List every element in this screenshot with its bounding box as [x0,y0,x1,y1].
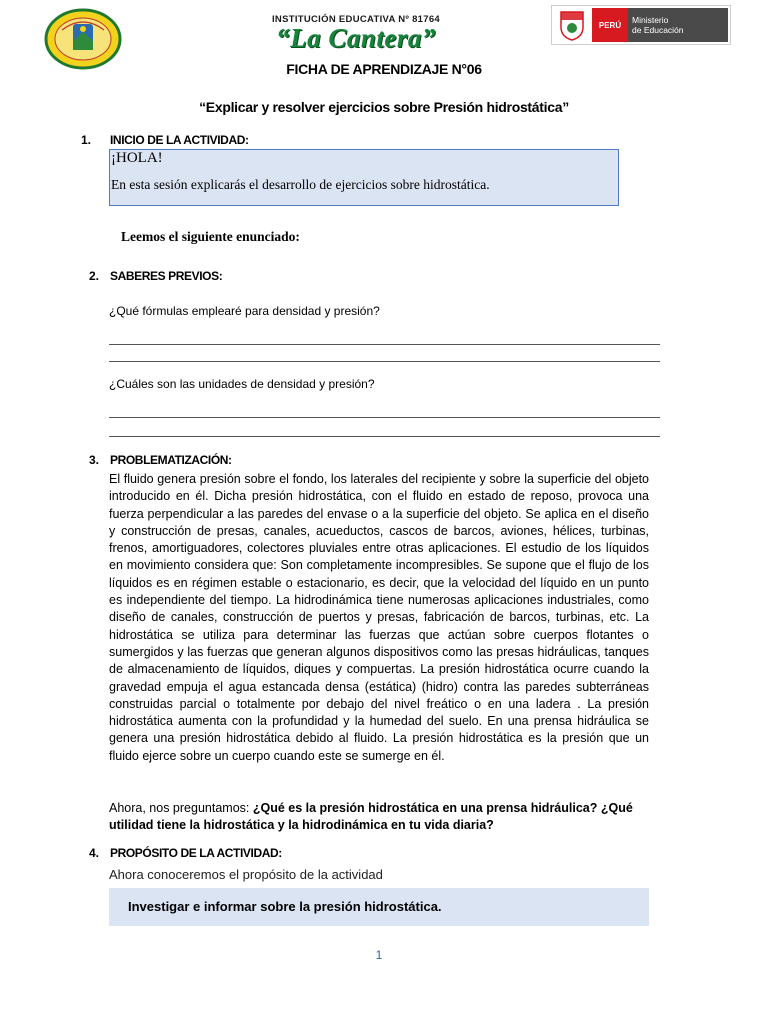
hola-title: ¡HOLA! [111,150,163,166]
answer-line[interactable] [109,344,660,345]
question-prefix: Ahora, nos preguntamos: [109,801,253,815]
purpose-text: Investigar e informar sobre la presión hidrostática. [128,899,442,914]
minedu-line1: Ministerio [632,15,669,25]
section3-number: 3. [89,453,100,467]
peru-shield-icon [557,9,587,41]
document-subtitle: “Explicar y resolver ejercicios sobre Presión hidrostática” [199,99,569,115]
answer-line[interactable] [109,361,660,362]
minedu-line2: de Educación [632,25,684,35]
page-number: 1 [375,948,383,962]
question-units: ¿Cuáles son las unidades de densidad y presión? [109,377,375,391]
answer-line[interactable] [109,436,660,437]
section1-heading: INICIO DE LA ACTIVIDAD: [110,133,249,147]
section1-number: 1. [81,133,92,147]
minedu-name [628,8,728,42]
hola-text: En esta sesión explicarás el desarrollo de ejercicios sobre hidrostática. [111,177,490,192]
question-paragraph [109,800,654,834]
section4-number: 4. [89,846,100,860]
section2-number: 2. [89,269,100,283]
question-formulas: ¿Qué fórmulas emplearé para densidad y presión? [109,304,380,318]
document-title: FICHA DE APRENDIZAJE N°06 [286,61,482,77]
question-text: ¿Qué es la presión hidrostática en una prensa hidráulica? ¿Qué utilidad tiene la hidrostática y la hidrodinámica en tu vida diaria? [109,801,633,832]
purpose-intro: Ahora conoceremos el propósito de la actividad [109,867,383,882]
leemos-label: Leemos el siguiente enunciado: [121,229,300,244]
minedu-logo [551,5,731,45]
section3-heading: PROBLEMATIZACIÓN: [110,453,232,467]
problem-paragraph: El fluido genera presión sobre el fondo, los laterales del recipiente y sobre la superficie del objeto introducido en él. Dicha presión hidrostática, con el fluido en estado de reposo, provoca una fuerza perpendicular a las paredes del envase o a la superficie del objeto. Se aplica en el diseño y construcción de presas, canales, acueductos, cascos de barcos, aviones, hélices, turbinas, frenos, amortiguadores, colectores pluviales entre otras aplicaciones. El estudio de los líquidos en movimiento considera que: Son completamente incompresibles. Se supone que el flujo de los líquidos es en régimen estable o estacionario, es decir, que la velocidad del líquido en un punto es independiente del tiempo. La hidrodinámica tiene numerosas aplicaciones industriales, como diseño de canales, construcción de puertos y presas, fabricación de barcos, turbinas, etc. La hidrostática se utiliza para determinar las fuerzas que actúan sobre cuerpos flotantes o sumergidos y las fuerzas que generan algunos dispositivos como las presas hidráulicas, tanques de almacenamiento de líquidos, diques y compuertas. La presión hidrostática ocurre cuando la gravedad empuja el agua estancada densa (estática) (hidro) contra las paredes subterráneas construidas parcial o totalmente por debajo del nivel freático o en una ladera . La presión hidrostática aumenta con la profundidad y la humedad del suelo. En una prensa hidráulica se genera una presión hidrostática debido al fluido. La presión hidrostática es la presión que un fluido ejerce sobre un cuerpo cuando este se sumerge en él. [109,472,649,763]
section4-heading: PROPÓSITO DE LA ACTIVIDAD: [110,846,282,860]
institution-name: “La Cantera” [276,23,436,53]
institution-line: INSTITUCIÓN EDUCATIVA Nº 81764 [271,14,440,25]
minedu-country: PERÚ [592,8,628,42]
answer-line[interactable] [109,417,660,418]
section2-heading: SABERES PREVIOS: [110,269,223,283]
